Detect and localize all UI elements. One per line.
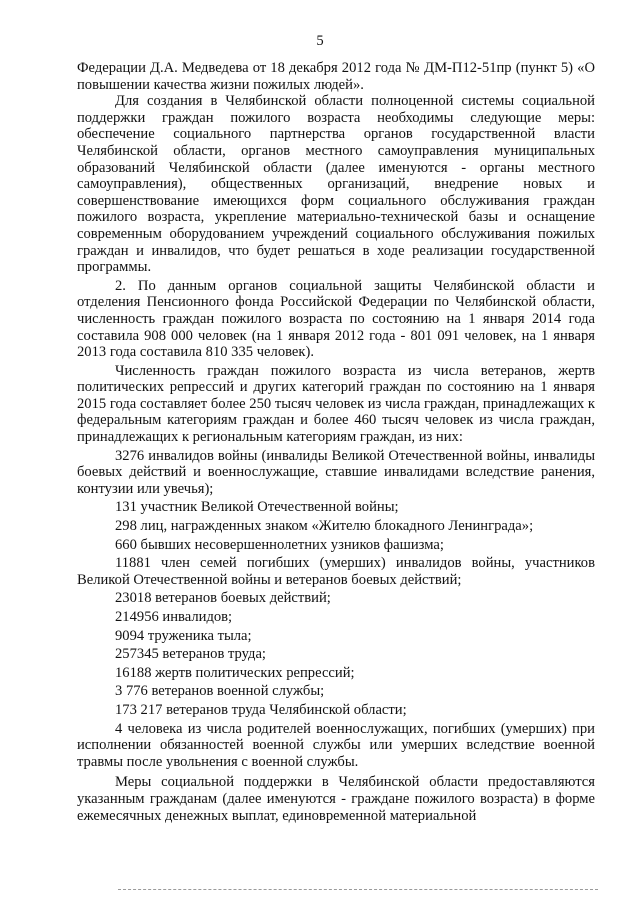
list-item: 9094 труженика тыла; — [115, 627, 252, 644]
list-item: 131 участник Великой Отечественной войны; — [115, 499, 399, 516]
document-body — [77, 60, 595, 824]
paragraph-intro: Федерации Д.А. Медведева от 18 декабря 2012 года № ДМ-П12-51пр (пункт 5) «О повышении качества жизни пожилых людей». — [77, 60, 595, 93]
paragraph-statistics: 2. По данным органов социальной защиты Челябинской области и отделения Пенсионного фонда Российской Федерации по Челябинской области, численность граждан пожилого возраста по состоянию на 1 января 2014 года составила 908 000 человек (на 1 января 2012 года - 801 091 человек, на 1 января 2013 года составила 810 335 человек). — [77, 277, 595, 361]
paragraph-measures: Для создания в Челябинской области полноценной системы социальной поддержки граждан пожилого возраста необходимы следующие меры: обеспечение социального партнерства органов государственной власти Челябинской области, органов местного самоуправления муниципальных образований Челябинской области (далее именуются - органы местного самоуправления), общественных организаций, внедрение новых и совершенствование имеющихся форм социального обслуживания граждан пожилого возраста, укрепление материально-технической базы и оснащение современным оборудованием учреждений социального обслуживания пожилых граждан и инвалидов, что будет решаться в ходе реализации государственной программы. — [77, 93, 595, 276]
list-item: 23018 ветеранов боевых действий; — [115, 590, 331, 607]
list-item: 660 бывших несовершеннолетних узников фашизма; — [115, 536, 444, 553]
list-item: 3276 инвалидов войны (инвалиды Великой Отечественной войны, инвалиды боевых действий и военнослужащие, ставшие инвалидами вследствие ранения, контузии или увечья); — [77, 447, 595, 497]
list-item: 298 лиц, награжденных знаком «Жителю блокадного Ленинграда»; — [115, 518, 534, 535]
list-item: 173 217 ветеранов труда Челябинской области; — [115, 701, 407, 718]
paragraph-support-measures: Меры социальной поддержки в Челябинской области предоставляются указанным гражданам (далее именуются - граждане пожилого возраста) в форме ежемесячных денежных выплат, единовременной материальной — [77, 774, 595, 824]
list-item: 3 776 ветеранов военной службы; — [115, 683, 325, 700]
list-item: 214956 инвалидов; — [115, 609, 233, 625]
list-item: 4 человека из числа родителей военнослужащих, погибших (умерших) при исполнении обязанностей военной службы или умерших вследствие военной травмы после увольнения с военной службы. — [77, 720, 595, 770]
scan-edge-line — [118, 889, 598, 890]
list-item: 11881 член семей погибших (умерших) инвалидов войны, участников Великой Отечественной войны и ветеранов боевых действий; — [77, 555, 595, 588]
list-item: 257345 ветеранов труда; — [115, 646, 266, 663]
paragraph-veterans-count: Численность граждан пожилого возраста из числа ветеранов, жертв политических репрессий и других категорий граждан по состоянию на 1 января 2015 года составляет более 250 тысяч человек из числа граждан, принадлежащих к федеральным категориям граждан и более 460 тысяч человек из числа граждан, принадлежащих к региональным категориям граждан, из них: — [77, 362, 595, 446]
page-number: 5 — [316, 33, 324, 49]
list-item: 16188 жертв политических репрессий; — [115, 664, 355, 681]
